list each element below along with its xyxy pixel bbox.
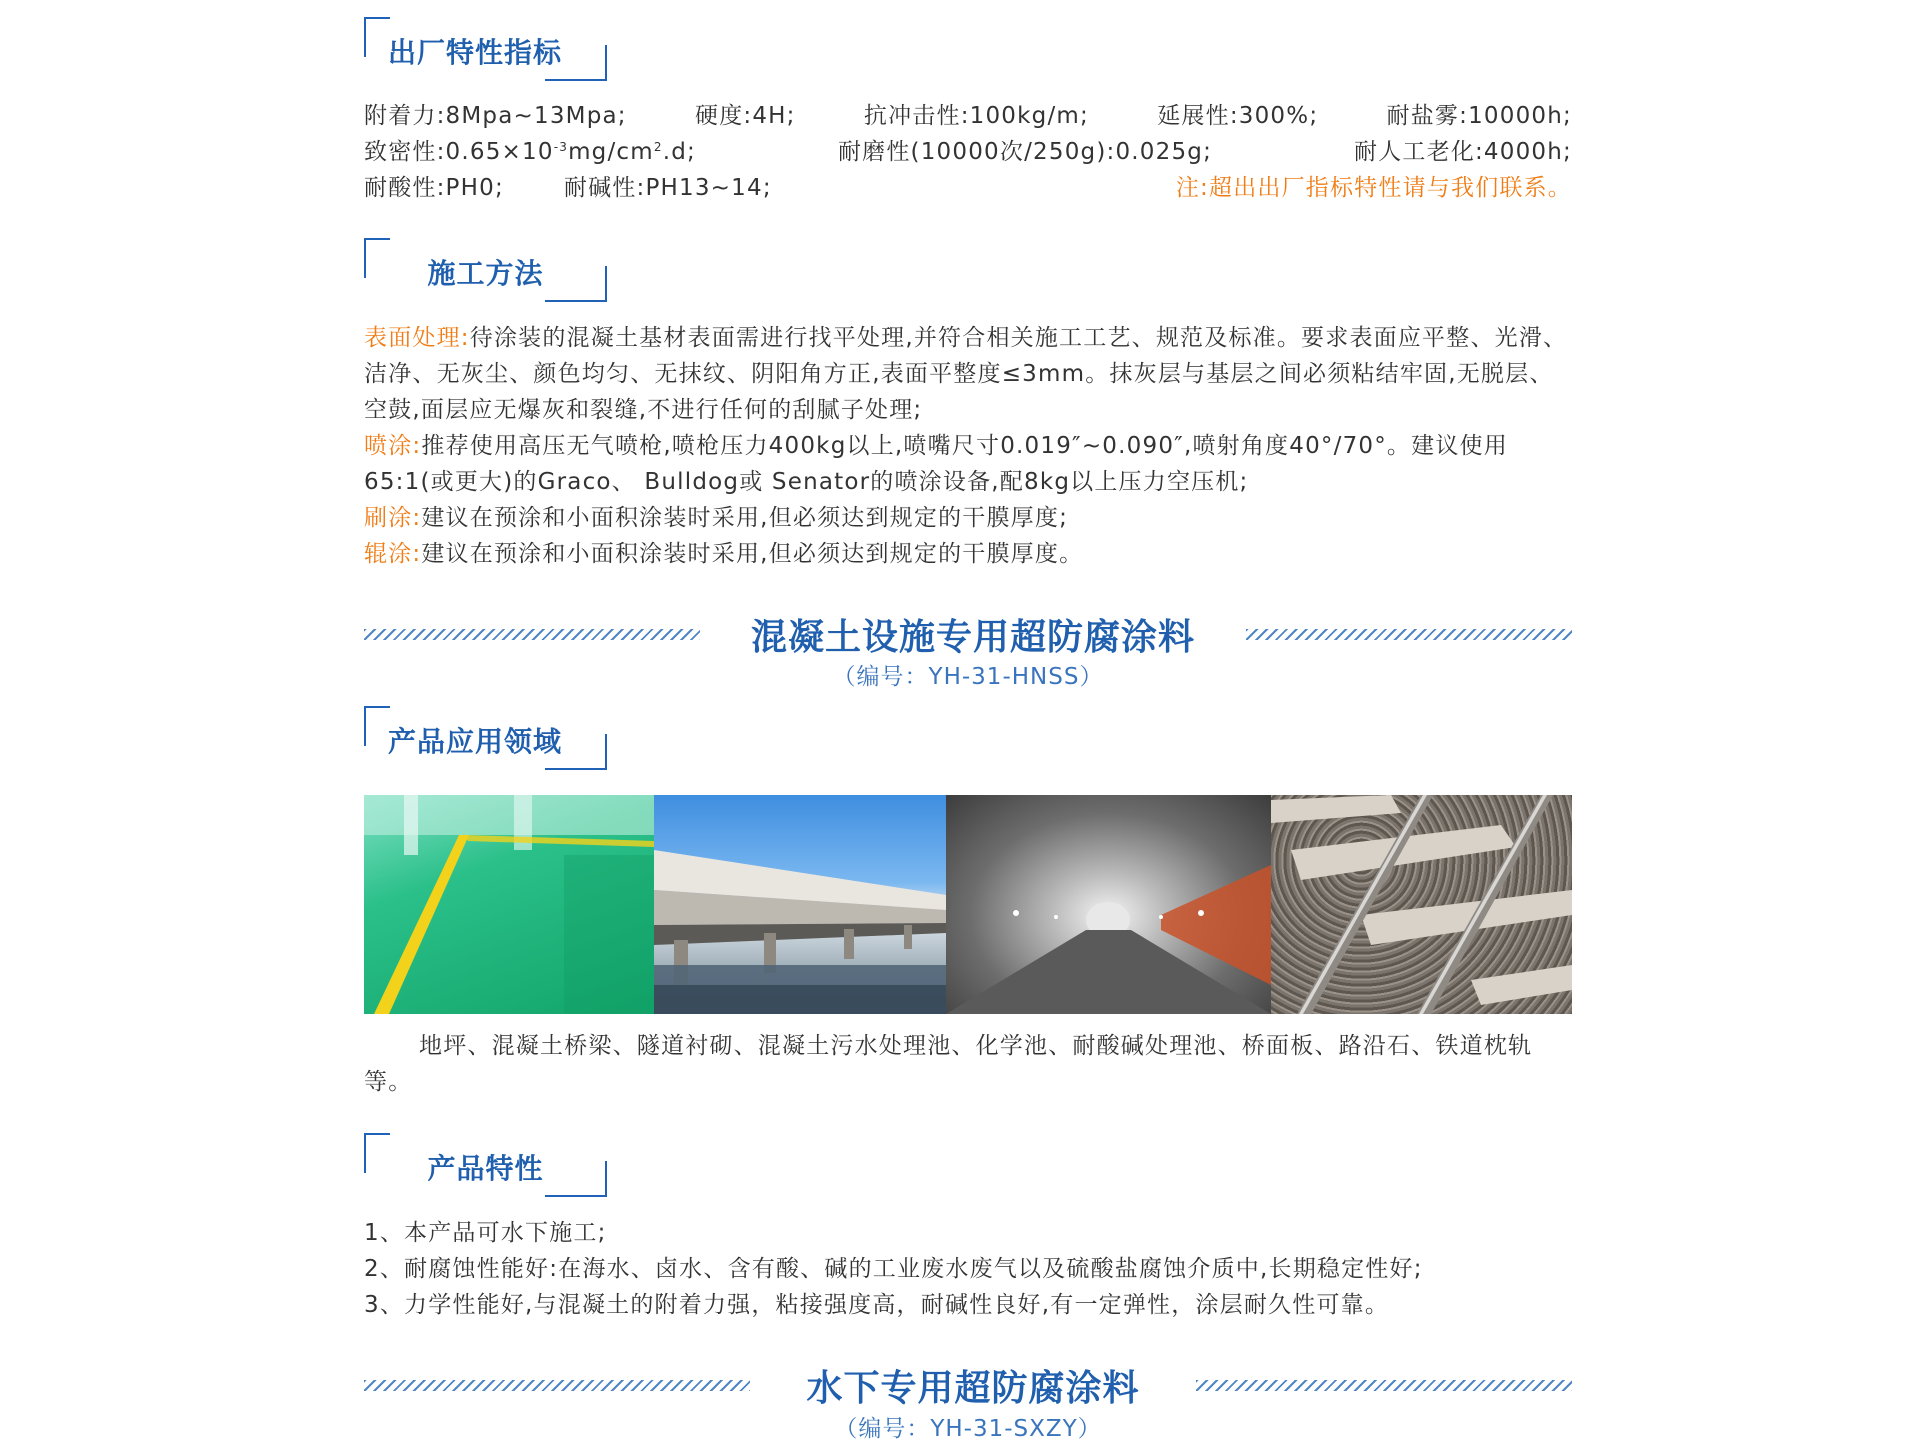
section-title: 产品应用领域 [388,725,563,758]
product-code: （编号：YH-31-SXZY） [834,1416,1102,1442]
application-description [364,1028,1572,1100]
tunnel-lining-photo [946,795,1271,1014]
green-floor-photo [364,795,654,1014]
spec-item: 耐酸性:PH0; [364,175,504,201]
surface-treatment: 表面处理:待涂装的混凝土基材表面需进行找平处理,并符合相关施工工艺、规范及标准。要求表面应平整、光滑、洁净、无灰尘、颜色均匀、无抹纹、阴阳角方正,表面平整度≤3mm。抹灰层与基层之间必须粘结牢固,无脱层、空鼓,面层应无爆灰和裂缝,不进行任何的刮腻子处理; [364,325,1568,423]
spec-item: 耐人工老化:4000h; [1353,139,1572,165]
list-item: 2、耐腐蚀性能好:在海水、卤水、含有酸、碱的工业废水废气以及硫酸盐腐蚀介质中,长期稳定性好; [364,1256,1423,1282]
spec-item: 耐盐雾:10000h; [1386,103,1572,129]
product-name: 水下专用超防腐涂料 [806,1367,1140,1409]
hatch-divider [1196,1380,1572,1391]
corner-bracket-icon [364,706,390,746]
spec-item: 耐碱性:PH13~14; [563,175,772,201]
section-title: 产品特性 [427,1152,544,1185]
spec-item: 耐磨性(10000次/250g):0.025g; [837,139,1213,165]
section-title: 出厂特性指标 [388,36,563,69]
hatch-divider [364,1380,750,1391]
brush-method: 刷涂:建议在预涂和小面积涂装时采用,但必须达到规定的干膜厚度; [364,505,1069,531]
application-photos [364,795,1572,1014]
section-title: 施工方法 [427,257,544,290]
section-header-features [364,1133,607,1197]
spec-item: 硬度:4H; [695,103,796,129]
feature-list [364,1215,1572,1323]
section-header-factory-specs [364,17,607,81]
spec-item: 附着力:8Mpa~13Mpa; [364,103,627,129]
spec-item: 抗冲击性:100kg/m; [863,103,1089,129]
section-header-application [364,706,607,770]
roll-method: 辊涂:建议在预涂和小面积涂装时采用,但必须达到规定的干膜厚度。 [364,541,1084,567]
product-code: （编号：YH-31-HNSS） [832,664,1104,690]
application-text: 地坪、混凝土桥梁、隧道衬砌、混凝土污水处理池、化学池、耐酸碱处理池、桥面板、路沿石、铁道枕轨等。 [364,1033,1533,1095]
spec-row [364,134,1572,170]
construction-method [364,320,1572,572]
spec-item: 致密性$:0.65\times 10^{-3}mg/cm^2.d$; [364,139,696,165]
product-title-bar [364,612,1572,656]
concrete-bridge-photo [654,795,946,1014]
list-item: 3、力学性能好,与混凝土的附着力强，粘接强度高，耐碱性良好,有一定弹性，涂层耐久性可靠。 [364,1292,1390,1318]
hatch-divider [364,629,700,640]
spec-list [364,98,1572,206]
corner-bracket-icon [364,17,390,57]
spec-row [364,170,1572,206]
railway-sleeper-photo [1271,795,1572,1014]
contact-note: 注:超出出厂指标特性请与我们联系。 [1175,175,1572,201]
spec-item: 延展性:300%; [1157,103,1319,129]
product-title-bar [364,1363,1572,1407]
spec-row [364,98,1572,134]
list-item: 1、本产品可水下施工; [364,1220,607,1246]
product-name: 混凝土设施专用超防腐涂料 [750,616,1195,658]
hatch-divider [1246,629,1572,640]
spray-method: 喷涂:推荐使用高压无气喷枪,喷枪压力400kg以上,喷嘴尺寸0.019″~0.090″,喷射角度40°/70°。建议使用65:1(或更大)的Graco、 Bulldog或 Senator的喷涂设备,配8kg以上压力空压机; [364,433,1508,495]
section-header-construction [364,238,607,302]
